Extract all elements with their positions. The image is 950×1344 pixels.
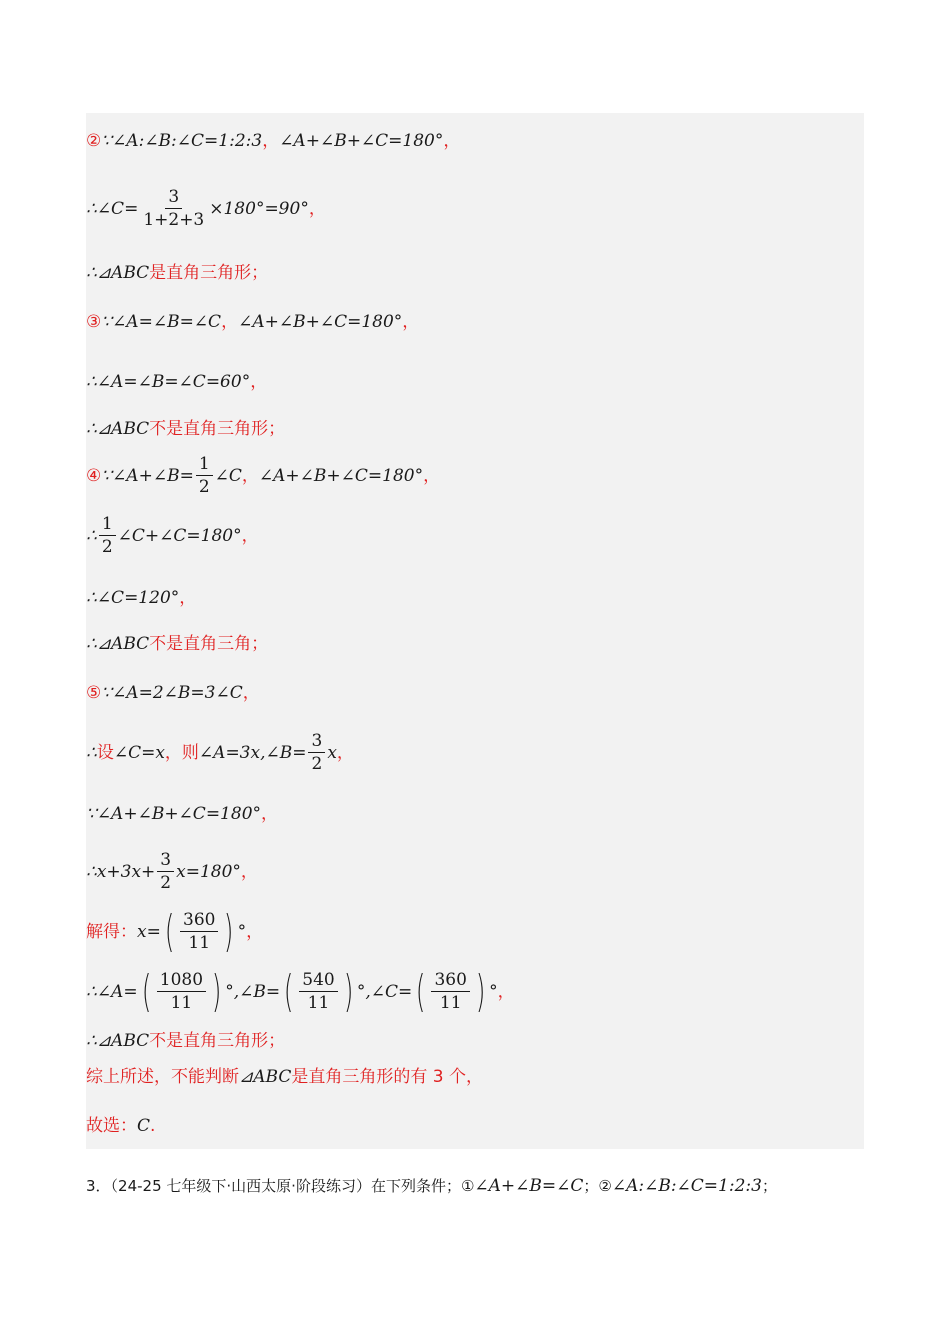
punct: ， [443,131,461,151]
solution-line-5 [86,682,260,704]
solution-line-angles [86,965,515,1017]
parenthesized-fraction: ( $\frac{540}{11}$ ) [283,965,354,1017]
solution-line-solve [86,905,264,957]
punct: ， [241,465,259,486]
fraction: $\frac{540}{11}$ [299,969,337,1014]
summary-text: 是直角三角形的有 3 个， [291,1067,483,1087]
math-expr: ∴∠C= [86,198,139,219]
solution-line-3 [86,311,419,333]
punct: ， [221,312,239,332]
punct: ， [402,312,420,332]
fraction: $\frac{360}{11}$ [180,909,218,954]
parenthesized-fraction: ( $\frac{1080}{11}$ ) [141,965,222,1017]
math-expr: x [327,742,337,763]
punct: ， [308,198,326,219]
math-expr: ∴ [86,742,97,763]
fraction: $\frac{3}{2}$ [157,849,174,894]
math-expr: x=180° [176,861,241,882]
math-expr: ∴ [86,525,97,546]
solution-conclusion [86,262,268,284]
word-let: 设 [96,742,114,763]
word-then: ，则 [164,742,199,763]
math-expr: ∴⊿ABC [86,419,150,439]
punct: ， [250,372,268,392]
punct: ， [423,465,441,486]
step-mark: ② [86,131,102,151]
math-expr: ∵∠A:∠B:∠C=1:2:3 [101,131,263,151]
fraction: $\frac{1080}{11}$ [157,969,206,1014]
math-expr: ∴∠A=∠B=∠C=60° [86,372,251,392]
solve-label: 解得： [86,921,137,942]
math-expr: ×180°=90° [209,198,309,219]
math-expr: ∠A:∠B:∠C=1:2:3 [611,1176,762,1196]
math-expr: ∠A+∠B+∠C=180° [238,312,403,332]
punct: ； [761,1177,777,1195]
fraction: $\frac{1}{2}$ [196,453,213,498]
solution-line-2 [86,130,460,152]
solution-line-angle-sum [86,803,278,825]
solution-line-equal-angles [86,371,267,393]
step-mark: ④ [86,465,102,486]
math-expr: ∴∠C=120° [86,588,180,608]
conclusion-text: 不是直角三角形； [149,419,286,439]
math-expr: ° [237,921,247,942]
math-expr: ∠C=x [113,742,165,763]
math-expr: ∵∠A=∠B=∠C [101,312,222,332]
solution-line-4 [86,453,440,498]
parenthesized-fraction: ( $\frac{360}{11}$ ) [164,905,234,957]
fraction: $\frac{3}{1+2+3}$ [143,187,205,230]
math-expr: ∠A=3x,∠B= [198,742,307,763]
math-expr: ∴⊿ABC [86,1031,150,1051]
punct: ， [262,131,280,151]
fraction: $\frac{360}{11}$ [431,969,469,1014]
conclusion-text: 是直角三角形； [149,263,269,283]
solution-conclusion [86,418,285,440]
math-expr: °,∠B= [225,981,281,1002]
math-expr: ∴x+3x+ [86,861,156,882]
math-expr: ∠A+∠B=∠C [474,1176,584,1196]
math-expr: ∵∠A+∠B= [101,465,194,486]
math-expr: ∴⊿ABC [86,634,150,654]
punct: ；② [583,1177,612,1195]
math-expr: ∠C+∠C=180° [117,525,242,546]
solution-line-c-120 [86,587,196,609]
step-mark: ③ [86,312,102,332]
math-expr: ∴⊿ABC [86,263,150,283]
math-expr: ∵∠A=2∠B=3∠C [101,683,243,703]
answer-label: 故选： [86,1116,137,1136]
punct: ， [246,921,264,942]
punct: ， [179,588,197,608]
fraction: $\frac{1}{2}$ [99,513,116,558]
math-expr: ∠A+∠B+∠C=180° [258,465,424,486]
math-expr: ⊿ABC [239,1067,292,1087]
solution-line-let-x [86,730,354,775]
solution-answer [86,1115,155,1137]
math-expr: ∠C [214,465,242,486]
solution-summary [86,1066,483,1088]
punct: ， [240,861,258,882]
summary-text: 综上所述，不能判断 [86,1067,239,1087]
solution-conclusion [86,633,268,655]
punct: ， [497,981,515,1002]
punct: ， [242,683,260,703]
step-mark: ⑤ [86,683,102,703]
solution-line-equation [86,849,258,894]
math-expr: ∵∠A+∠B+∠C=180° [86,804,262,824]
conclusion-text: 不是直角三角形； [149,1031,286,1051]
math-expr: ° [489,981,498,1002]
question-source: （24-25 七年级下·山西太原·阶段练习）在下列条件；① [110,1177,475,1195]
conclusion-text: 不是直角三角； [149,634,269,654]
math-expr: ∠A+∠B+∠C=180° [279,131,444,151]
solution-conclusion [86,1030,285,1052]
punct: ， [261,804,279,824]
parenthesized-fraction: ( $\frac{360}{11}$ ) [416,965,486,1017]
punct: . [150,1116,156,1136]
fraction: $\frac{3}{2}$ [308,730,325,775]
math-expr: °,∠C= [356,981,413,1002]
question-3 [86,1175,777,1197]
math-expr: x= [137,921,161,942]
math-expr: ∴∠A= [86,981,138,1002]
question-number: 3． [86,1177,111,1195]
answer-choice: C [137,1116,151,1136]
solution-line-angle-c [86,186,326,231]
solution-line-half-c [86,513,259,558]
punct: ， [241,525,259,546]
punct: ， [336,742,354,763]
